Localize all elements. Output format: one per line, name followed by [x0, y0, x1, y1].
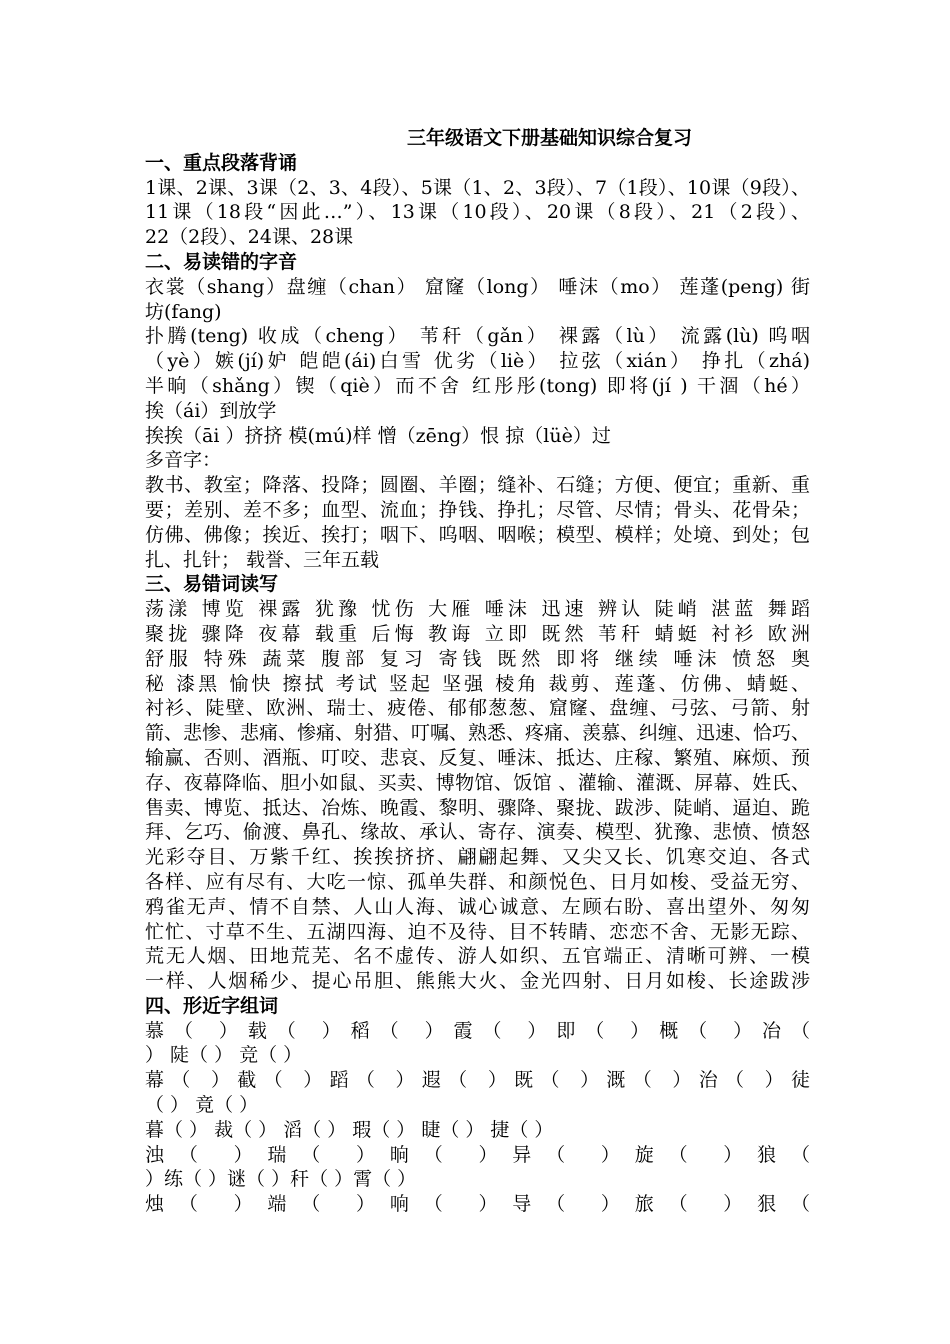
text-line: 各样、应有尽有、大吃一惊、孤单失群、和颜悦色、日月如梭、受益无穷、 [145, 870, 810, 893]
section-heading: 三、易错词读写 [145, 573, 279, 596]
text-line: 箭、悲惨、悲痛、惨痛、射猎、叮嘱、熟悉、疼痛、羡慕、纠缠、迅速、恰巧、 [145, 722, 810, 745]
text-line: 聚拢 骤降 夜幕 载重 后悔 教诲 立即 既然 苇秆 蜻蜓 衬衫 欧洲 [145, 622, 810, 645]
text-line: 一样、人烟稀少、提心吊胆、熊熊大火、金光四射、日月如梭、长途跋涉 [145, 970, 810, 993]
document-title: 三年级语文下册基础知识综合复习 [407, 127, 693, 149]
text-line: 要；差别、差不多；血型、流血；挣钱、挣扎；尽管、尽情；骨头、花骨朵； [145, 498, 810, 521]
text-line: 挨（ái）到放学 [145, 399, 277, 422]
text-line: 鸦雀无声、情不自禁、人山人海、诚心诚意、左顾右盼、喜出望外、匆匆 [145, 895, 810, 918]
text-line: 幕（ ）截（ ）蹈（ ）遐（ ）既（ ）溉（ ）治（ ）徒 [145, 1069, 810, 1092]
text-line: 售卖、博览、抵达、冶炼、晚霞、黎明、骤降、聚拢、跋涉、陡峭、逼迫、跪 [145, 796, 810, 819]
text-line: 11课（18段“因此…”）、13课（10段）、20课（8段）、21（2段）、 [145, 201, 810, 224]
text-line: 坊(fang) [145, 300, 222, 323]
text-line: 半晌（shǎng）锲（qiè）而不舍 红彤彤(tong) 即将(jí ) 干涸（hé） [145, 374, 810, 397]
text-line: 浊（ ）瑞（ ）晌（ ）异（ ）旋（ ）狼（ [145, 1143, 810, 1166]
text-line: 慕（ ）载（ ）稻（ ）霞（ ）即（ ）概（ ）冶（ [145, 1019, 810, 1042]
text-line: 扑腾(teng) 收成（cheng） 苇秆（gǎn） 裸露（lù） 流露(lù) 呜咽 [145, 325, 810, 348]
text-line: 挨挨（āi ）挤挤 模(mú)样 憎（zēng）恨 掠（lüè）过 [145, 424, 611, 447]
text-line: 光彩夺目、万紫千红、挨挨挤挤、翩翩起舞、又尖又长、饥寒交迫、各式 [145, 846, 810, 869]
text-line: 扎、扎针； 载誉、三年五载 [145, 548, 380, 571]
text-line: 暮（ ） 裁（ ） 滔（ ） 瑕（ ） 睫（ ） 捷（ ） [145, 1118, 554, 1141]
document-page [145, 126, 810, 1217]
text-line: 烛（ ）端（ ）响（ ）导（ ）旅（ ）狠（ [145, 1193, 810, 1216]
text-line: ） 陡（ ） 竞（ ） [145, 1044, 303, 1067]
text-line: 教书、教室；降落、投降；圆圈、羊圈；缝补、石缝；方便、便宜；重新、重 [145, 474, 810, 497]
text-line: 秘 漆黑 愉快 擦拭 考试 竖起 坚强 棱角 裁剪、莲蓬、仿佛、蜻蜓、 [145, 672, 810, 695]
text-line: 多音字： [145, 449, 222, 472]
text-line: 荒无人烟、田地荒芜、名不虚传、游人如织、五官端正、清晰可辨、一模 [145, 945, 810, 968]
text-line: （yè）嫉(jí)妒 皑皑(ái)白雪 优劣（liè） 拉弦（xián） 挣扎（zhá) [145, 350, 810, 373]
text-line: 存、夜幕降临、胆小如鼠、买卖、博物馆、饭馆 、灌输、灌溉、屏幕、姓氏、 [145, 771, 810, 794]
text-line: 输赢、否则、酒瓶、叮咬、悲哀、反复、唾沫、抵达、庄稼、繁殖、麻烦、预 [145, 746, 810, 769]
text-line: 衣裳（shang）盘缠（chan） 窟窿（long） 唾沫（mo） 莲蓬(peng) 街 [145, 275, 810, 298]
text-line: 仿佛、佛像；挨近、挨打；咽下、呜咽、咽喉；模型、模样；处境、到处；包 [145, 523, 810, 546]
text-line: 荡漾 博览 裸露 犹豫 忧伤 大雁 唾沫 迅速 辨认 陡峭 湛蓝 舞蹈 [145, 598, 810, 621]
text-line: 1课、2课、3课（2、3、4段）、5课（1、2、3段）、7（1段）、10课（9段）、 [145, 176, 810, 199]
text-line: ）练（ ）谜（ ）秆（ ）霄（ ） [145, 1168, 417, 1191]
section-heading: 一、重点段落背诵 [145, 151, 298, 174]
text-line: 拜、乞巧、偷渡、鼻孔、缘故、承认、寄存、演奏、模型、犹豫、悲愤、愤怒 [145, 821, 810, 844]
section-heading: 二、易读错的字音 [145, 250, 298, 273]
text-line: 衬衫、陡壁、欧洲、瑞士、疲倦、郁郁葱葱、窟窿、盘缠、弓弦、弓箭、射 [145, 697, 810, 720]
text-line: 22（2段）、24课、28课 [145, 226, 354, 249]
document-body [145, 151, 810, 1217]
section-heading: 四、形近字组词 [145, 994, 279, 1017]
text-line: 忙忙、寸草不生、五湖四海、迫不及待、目不转睛、恋恋不舍、无影无踪、 [145, 920, 810, 943]
text-line: 舒服 特殊 蔬菜 腹部 复习 寄钱 既然 即将 继续 唾沫 愤怒 奥 [145, 647, 810, 670]
text-line: （ ） 竟（ ） [145, 1094, 259, 1117]
